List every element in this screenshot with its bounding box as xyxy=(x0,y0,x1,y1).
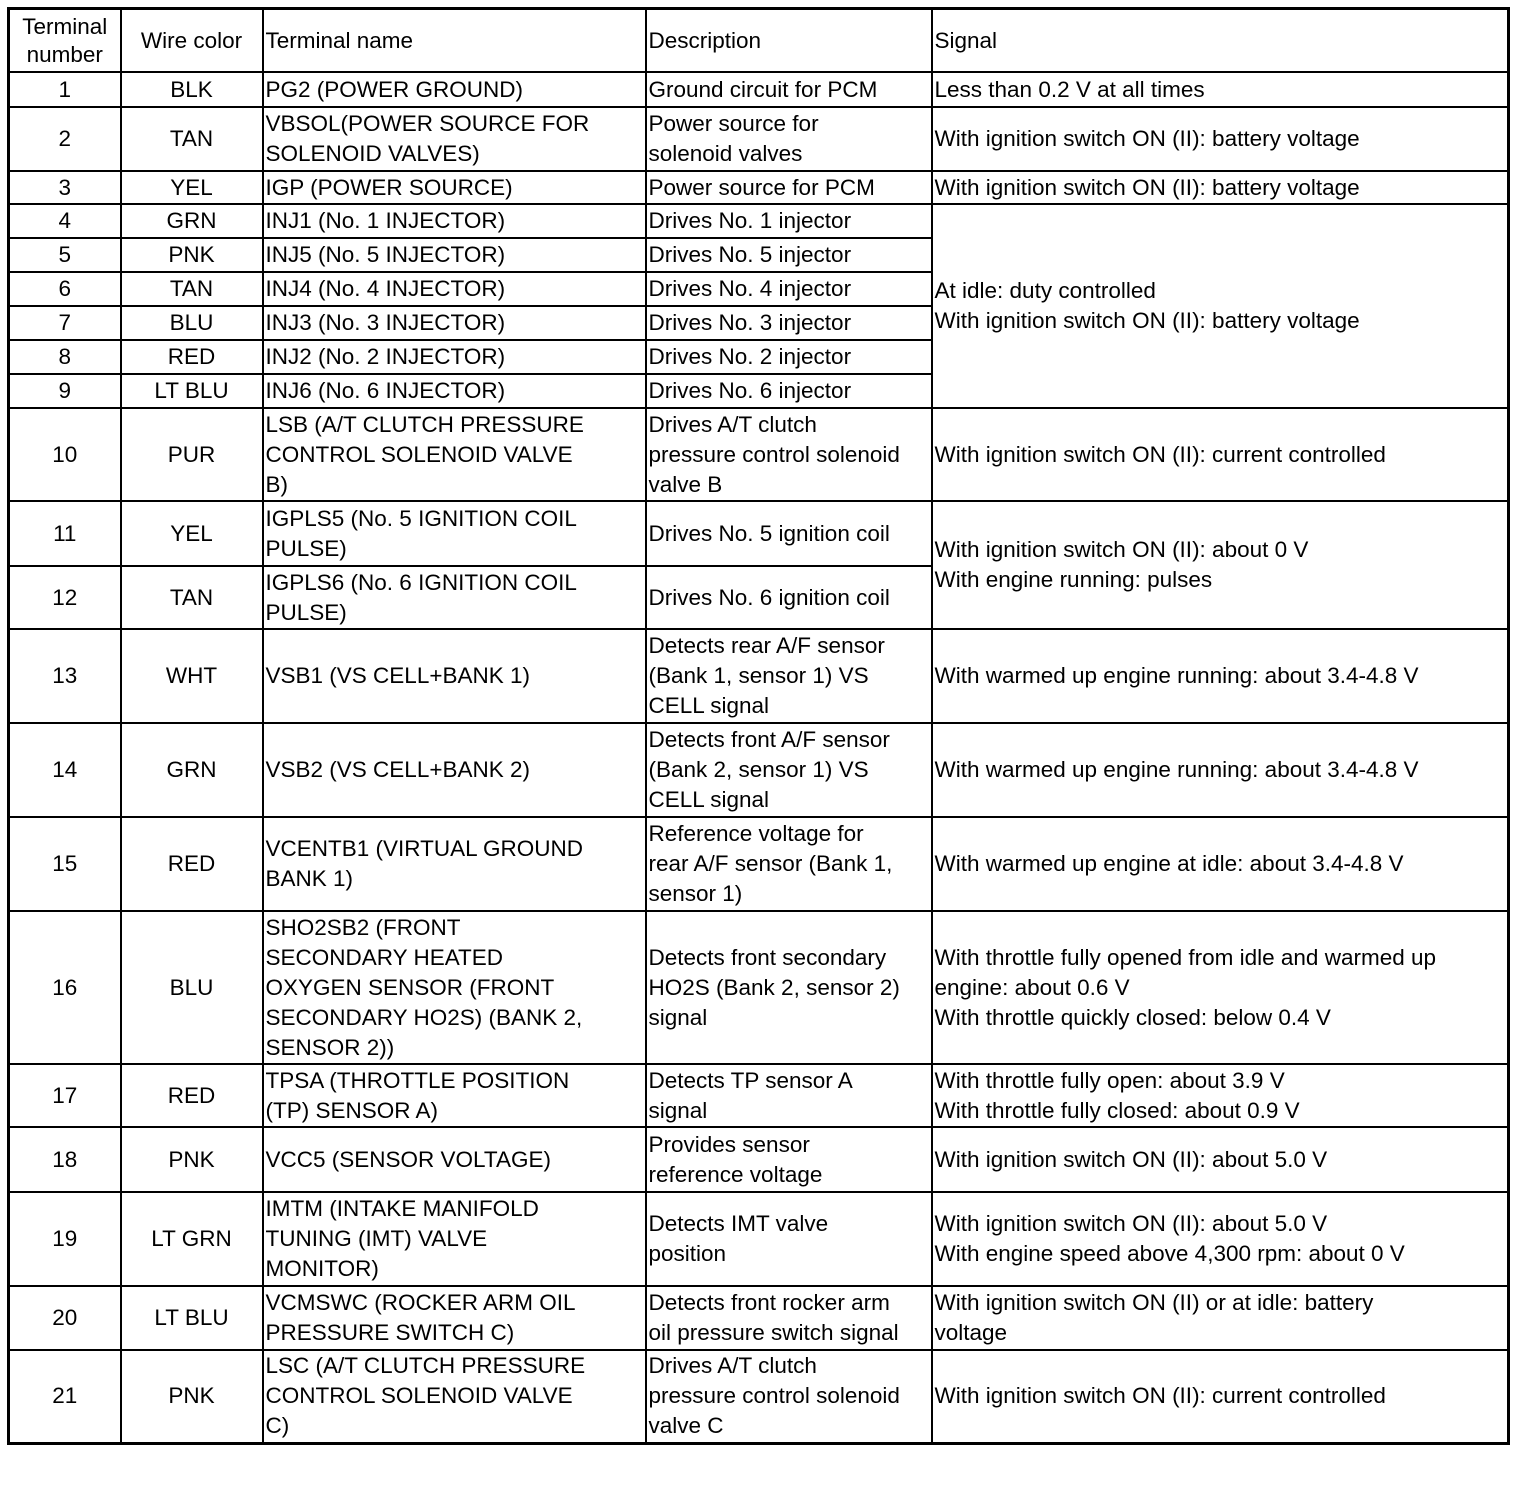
wire-color-cell: LT GRN xyxy=(121,1192,263,1286)
terminal-name-cell: IGP (POWER SOURCE) xyxy=(263,171,646,204)
terminal-number-cell: 6 xyxy=(9,272,121,306)
header-wire-color: Wire color xyxy=(121,9,263,73)
description-cell: Drives No. 2 injector xyxy=(646,340,932,374)
signal-cell: With warmed up engine at idle: about 3.4-4.8 V xyxy=(932,817,1509,911)
table-row xyxy=(9,1192,1509,1286)
table-row xyxy=(9,723,1509,817)
terminal-name-cell: SHO2SB2 (FRONT SECONDARY HEATED OXYGEN SENSOR (FRONT SECONDARY HO2S) (BANK 2, SENSOR 2)) xyxy=(263,911,646,1064)
description-cell: Drives No. 5 injector xyxy=(646,238,932,272)
terminal-number-cell: 19 xyxy=(9,1192,121,1286)
signal-cell: At idle: duty controlled With ignition switch ON (II): battery voltage xyxy=(932,204,1509,408)
wire-color-cell: GRN xyxy=(121,204,263,238)
wire-color-cell: PNK xyxy=(121,1127,263,1192)
wire-color-cell: TAN xyxy=(121,272,263,306)
terminal-name-cell: INJ6 (No. 6 INJECTOR) xyxy=(263,374,646,408)
wire-color-cell: PNK xyxy=(121,238,263,272)
terminal-name-cell: VCMSWC (ROCKER ARM OIL PRESSURE SWITCH C) xyxy=(263,1286,646,1350)
header-signal: Signal xyxy=(932,9,1509,73)
terminal-number-cell: 10 xyxy=(9,408,121,501)
wire-color-cell: RED xyxy=(121,817,263,911)
terminal-number-cell: 11 xyxy=(9,501,121,566)
terminal-name-cell: INJ4 (No. 4 INJECTOR) xyxy=(263,272,646,306)
table-row xyxy=(9,1350,1509,1443)
wire-color-cell: RED xyxy=(121,1064,263,1127)
wire-color-cell: BLU xyxy=(121,911,263,1064)
terminal-number-cell: 3 xyxy=(9,171,121,204)
table-row xyxy=(9,1286,1509,1350)
signal-cell: With throttle fully open: about 3.9 V With throttle fully closed: about 0.9 V xyxy=(932,1064,1509,1127)
description-cell: Reference voltage for rear A/F sensor (Bank 1, sensor 1) xyxy=(646,817,932,911)
signal-cell: With ignition switch ON (II): about 5.0 V xyxy=(932,1127,1509,1192)
terminal-name-cell: INJ2 (No. 2 INJECTOR) xyxy=(263,340,646,374)
terminal-name-cell: IMTM (INTAKE MANIFOLD TUNING (IMT) VALVE MONITOR) xyxy=(263,1192,646,1286)
wire-color-cell: RED xyxy=(121,340,263,374)
terminal-number-cell: 14 xyxy=(9,723,121,817)
terminal-name-cell: INJ3 (No. 3 INJECTOR) xyxy=(263,306,646,340)
terminal-number-cell: 2 xyxy=(9,107,121,171)
table-row xyxy=(9,629,1509,723)
description-cell: Provides sensor reference voltage xyxy=(646,1127,932,1192)
terminal-name-cell: INJ5 (No. 5 INJECTOR) xyxy=(263,238,646,272)
table-row xyxy=(9,1064,1509,1127)
description-cell: Drives No. 5 ignition coil xyxy=(646,501,932,566)
wire-color-cell: YEL xyxy=(121,171,263,204)
signal-cell: With ignition switch ON (II): about 5.0 V With engine speed above 4,300 rpm: about 0 V xyxy=(932,1192,1509,1286)
terminal-number-cell: 16 xyxy=(9,911,121,1064)
terminal-number-cell: 5 xyxy=(9,238,121,272)
table-row xyxy=(9,501,1509,566)
table-row xyxy=(9,204,1509,238)
terminal-number-cell: 1 xyxy=(9,72,121,107)
terminal-number-cell: 7 xyxy=(9,306,121,340)
terminal-number-cell: 18 xyxy=(9,1127,121,1192)
terminal-number-cell: 12 xyxy=(9,566,121,629)
wire-color-cell: WHT xyxy=(121,629,263,723)
table-row xyxy=(9,911,1509,1064)
description-cell: Drives A/T clutch pressure control solenoid valve C xyxy=(646,1350,932,1443)
signal-cell: With ignition switch ON (II): battery voltage xyxy=(932,107,1509,171)
description-cell: Drives A/T clutch pressure control solenoid valve B xyxy=(646,408,932,501)
table-row xyxy=(9,1127,1509,1192)
signal-cell: Less than 0.2 V at all times xyxy=(932,72,1509,107)
terminal-number-cell: 9 xyxy=(9,374,121,408)
description-cell: Power source for solenoid valves xyxy=(646,107,932,171)
description-cell: Detects rear A/F sensor (Bank 1, sensor 1) VS CELL signal xyxy=(646,629,932,723)
signal-cell: With ignition switch ON (II) or at idle: battery voltage xyxy=(932,1286,1509,1350)
terminal-name-cell: VCC5 (SENSOR VOLTAGE) xyxy=(263,1127,646,1192)
description-cell: Detects front rocker arm oil pressure switch signal xyxy=(646,1286,932,1350)
terminal-name-cell: LSC (A/T CLUTCH PRESSURE CONTROL SOLENOID VALVE C) xyxy=(263,1350,646,1443)
signal-cell: With warmed up engine running: about 3.4-4.8 V xyxy=(932,629,1509,723)
description-cell: Drives No. 6 injector xyxy=(646,374,932,408)
table-row xyxy=(9,817,1509,911)
terminal-number-cell: 21 xyxy=(9,1350,121,1443)
terminal-name-cell: VSB1 (VS CELL+BANK 1) xyxy=(263,629,646,723)
description-cell: Ground circuit for PCM xyxy=(646,72,932,107)
wire-color-cell: TAN xyxy=(121,566,263,629)
wire-color-cell: YEL xyxy=(121,501,263,566)
wire-color-cell: GRN xyxy=(121,723,263,817)
signal-cell: With ignition switch ON (II): current controlled xyxy=(932,408,1509,501)
terminal-name-cell: VCENTB1 (VIRTUAL GROUND BANK 1) xyxy=(263,817,646,911)
wire-color-cell: PNK xyxy=(121,1350,263,1443)
header-terminal-number: Terminal number xyxy=(9,9,121,73)
terminal-number-cell: 17 xyxy=(9,1064,121,1127)
wire-color-cell: TAN xyxy=(121,107,263,171)
terminal-name-cell: VSB2 (VS CELL+BANK 2) xyxy=(263,723,646,817)
table-body xyxy=(9,72,1509,1443)
terminal-number-cell: 4 xyxy=(9,204,121,238)
description-cell: Detects IMT valve position xyxy=(646,1192,932,1286)
terminal-name-cell: PG2 (POWER GROUND) xyxy=(263,72,646,107)
terminal-name-cell: IGPLS6 (No. 6 IGNITION COIL PULSE) xyxy=(263,566,646,629)
terminal-name-cell: IGPLS5 (No. 5 IGNITION COIL PULSE) xyxy=(263,501,646,566)
table-row xyxy=(9,171,1509,204)
table-row xyxy=(9,72,1509,107)
terminal-name-cell: TPSA (THROTTLE POSITION (TP) SENSOR A) xyxy=(263,1064,646,1127)
header-description: Description xyxy=(646,9,932,73)
description-cell: Detects front secondary HO2S (Bank 2, sensor 2) signal xyxy=(646,911,932,1064)
description-cell: Detects TP sensor A signal xyxy=(646,1064,932,1127)
header-row xyxy=(9,9,1509,73)
terminal-name-cell: VBSOL(POWER SOURCE FOR SOLENOID VALVES) xyxy=(263,107,646,171)
signal-cell: With throttle fully opened from idle and warmed up engine: about 0.6 V With throttle quickly closed: below 0.4 V xyxy=(932,911,1509,1064)
signal-cell: With ignition switch ON (II): current controlled xyxy=(932,1350,1509,1443)
terminal-number-cell: 8 xyxy=(9,340,121,374)
terminal-number-cell: 13 xyxy=(9,629,121,723)
terminal-number-cell: 20 xyxy=(9,1286,121,1350)
description-cell: Power source for PCM xyxy=(646,171,932,204)
terminal-table xyxy=(7,7,1510,1445)
wire-color-cell: LT BLU xyxy=(121,1286,263,1350)
signal-cell: With ignition switch ON (II): about 0 V With engine running: pulses xyxy=(932,501,1509,629)
description-cell: Drives No. 3 injector xyxy=(646,306,932,340)
wire-color-cell: BLK xyxy=(121,72,263,107)
wire-color-cell: BLU xyxy=(121,306,263,340)
wire-color-cell: PUR xyxy=(121,408,263,501)
table-row xyxy=(9,408,1509,501)
header-terminal-name: Terminal name xyxy=(263,9,646,73)
wire-color-cell: LT BLU xyxy=(121,374,263,408)
signal-cell: With warmed up engine running: about 3.4-4.8 V xyxy=(932,723,1509,817)
description-cell: Drives No. 4 injector xyxy=(646,272,932,306)
table-row xyxy=(9,107,1509,171)
description-cell: Drives No. 6 ignition coil xyxy=(646,566,932,629)
terminal-name-cell: INJ1 (No. 1 INJECTOR) xyxy=(263,204,646,238)
signal-cell: With ignition switch ON (II): battery voltage xyxy=(932,171,1509,204)
terminal-number-cell: 15 xyxy=(9,817,121,911)
description-cell: Detects front A/F sensor (Bank 2, sensor 1) VS CELL signal xyxy=(646,723,932,817)
description-cell: Drives No. 1 injector xyxy=(646,204,932,238)
terminal-name-cell: LSB (A/T CLUTCH PRESSURE CONTROL SOLENOID VALVE B) xyxy=(263,408,646,501)
